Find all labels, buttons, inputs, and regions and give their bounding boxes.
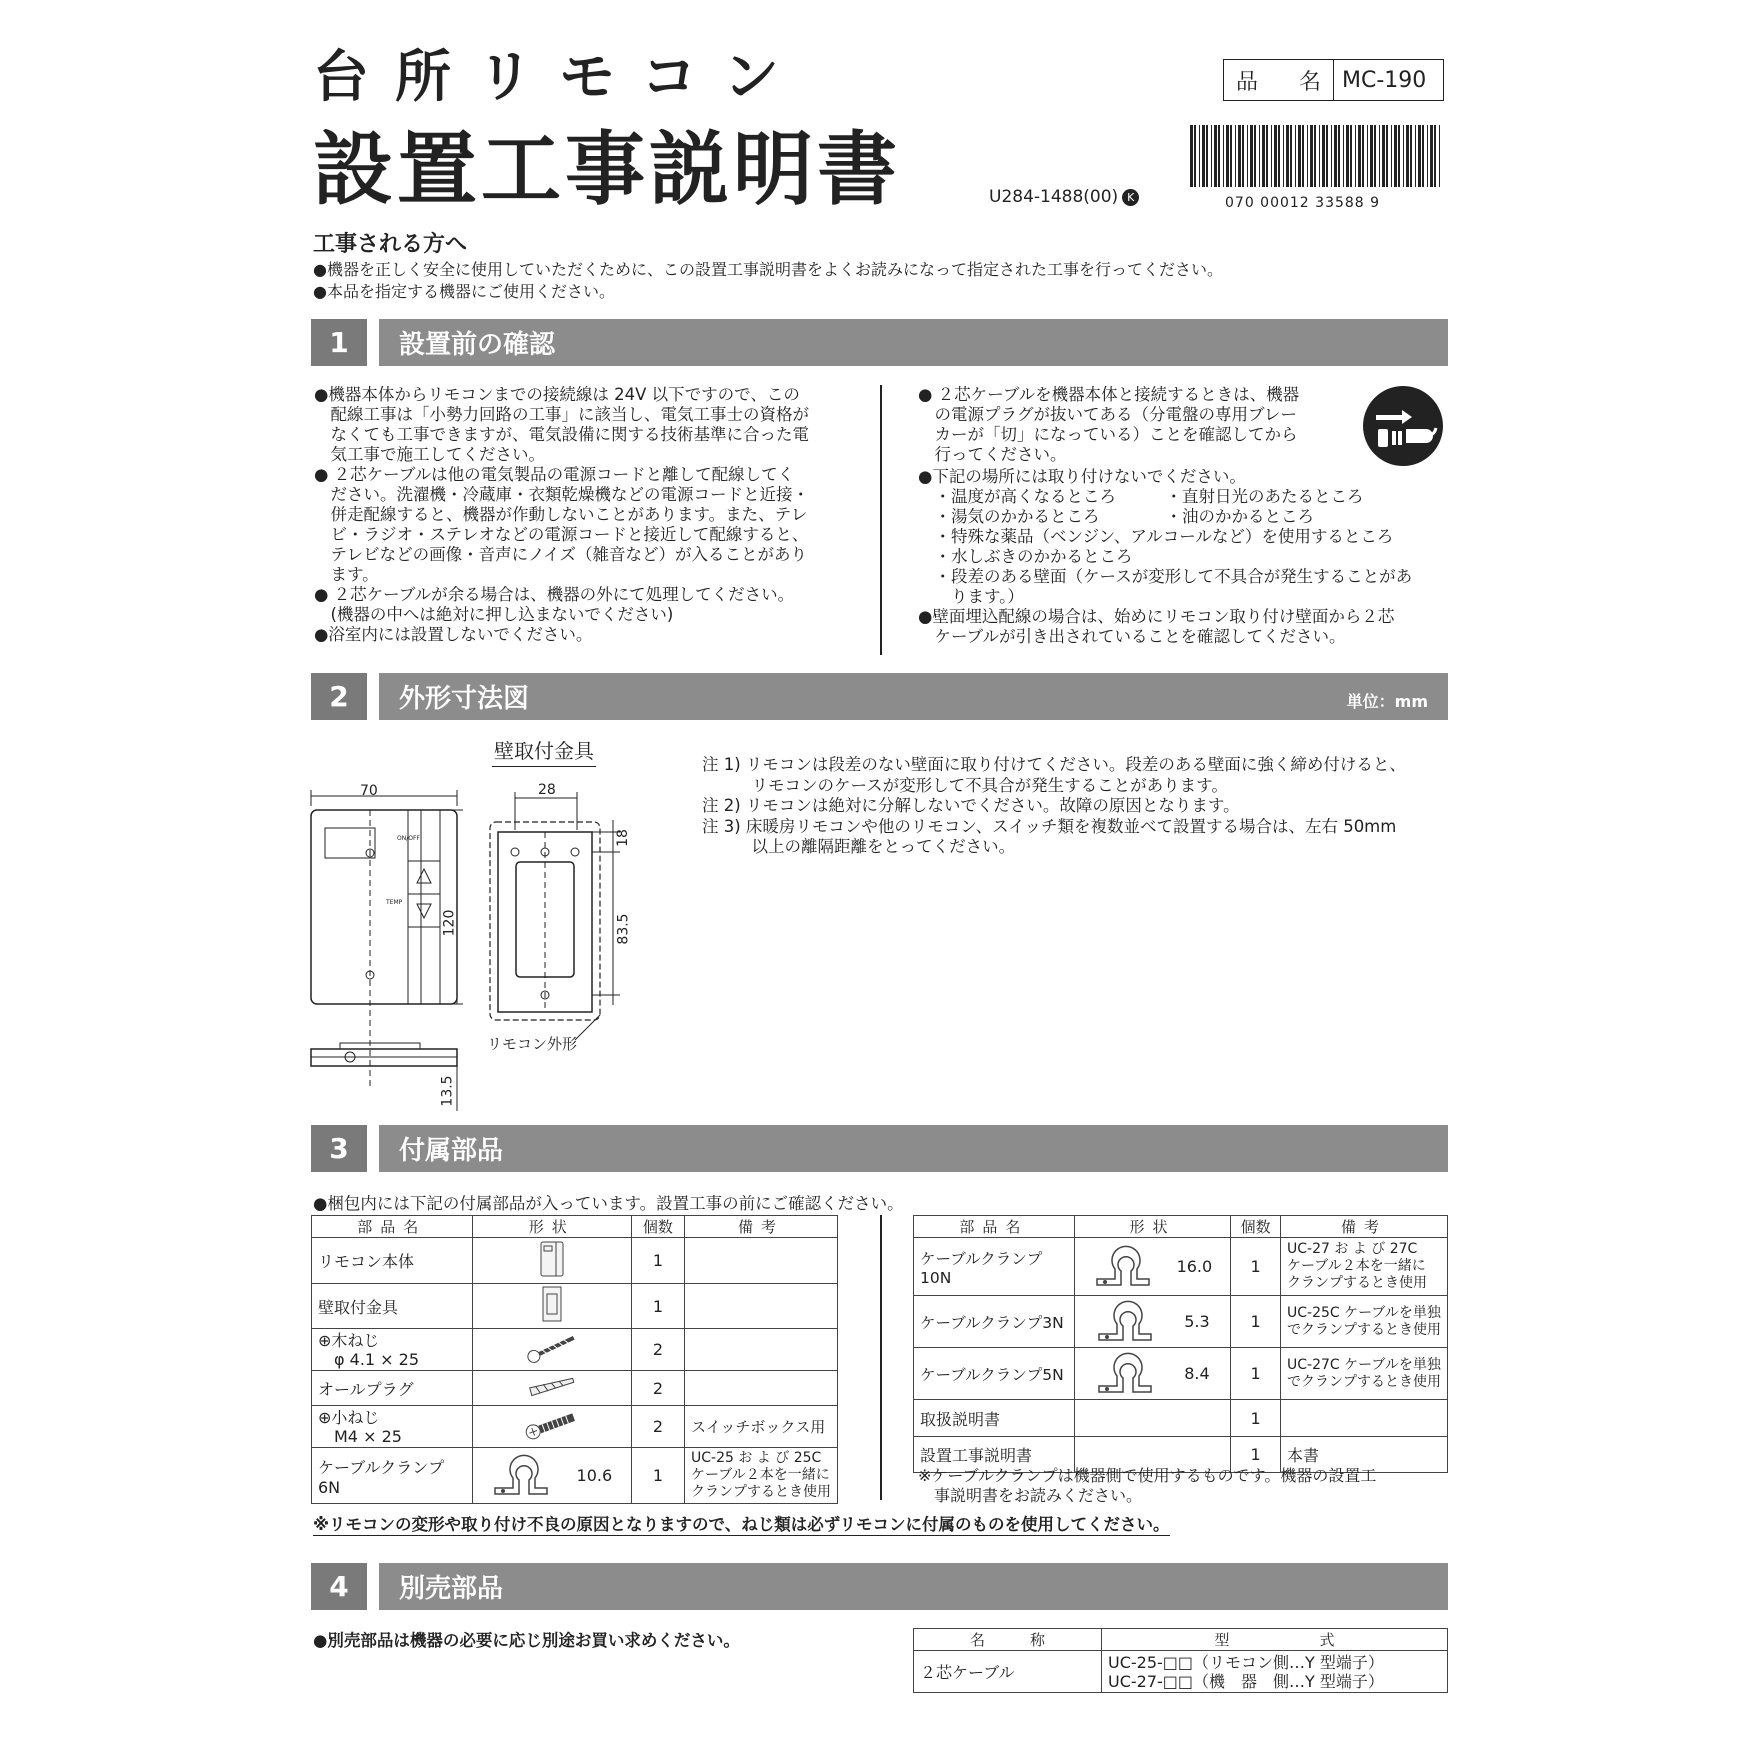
barcode-bar xyxy=(1394,125,1397,187)
part-shape xyxy=(472,1329,631,1371)
part-name: 取扱説明書 xyxy=(914,1400,1075,1437)
barcode-bar xyxy=(1319,125,1320,187)
part-shape xyxy=(472,1371,631,1406)
divider xyxy=(880,385,882,655)
bracket-drawing xyxy=(480,780,630,1055)
part-shape xyxy=(472,1448,631,1504)
barcode-bar xyxy=(1406,125,1409,187)
barcode-bar xyxy=(1386,125,1388,187)
barcode-bar xyxy=(1206,125,1208,187)
dim-18: 18 xyxy=(614,829,631,847)
col-header: 形状 xyxy=(1074,1216,1230,1238)
barcode-bar xyxy=(1262,125,1265,187)
part-qty: 1 xyxy=(1231,1348,1281,1400)
part-shape xyxy=(472,1284,631,1329)
barcode-bar xyxy=(1271,125,1272,187)
table-row xyxy=(312,1371,838,1406)
barcode-number: 070 00012 33588 9 xyxy=(1225,195,1381,211)
barcode-bar xyxy=(1218,125,1220,187)
part-name: 設置工事説明書 xyxy=(914,1437,1075,1473)
barcode-bar xyxy=(1278,125,1280,187)
barcode-bar xyxy=(1307,125,1308,187)
table-row xyxy=(914,1296,1448,1348)
section-title: 付属部品 xyxy=(399,1136,504,1166)
table-row xyxy=(914,1651,1448,1693)
remocon-outline-label: リモコン外形 xyxy=(487,1035,578,1053)
clamp-size: 5.3 xyxy=(1184,1312,1210,1331)
part-name: 壁取付金具 xyxy=(312,1284,473,1329)
barcode-bar xyxy=(1427,125,1428,187)
k-mark-icon: K xyxy=(1122,189,1139,206)
barcode-bar xyxy=(1430,125,1433,187)
barcode-bar xyxy=(1370,125,1373,187)
cable-clamp-icon xyxy=(491,1454,551,1498)
part-note: スイッチボックス用 xyxy=(685,1406,838,1448)
barcode-bar xyxy=(1230,125,1232,187)
dim-70: 70 xyxy=(360,783,378,799)
dim-83-5: 83.5 xyxy=(615,913,632,945)
table-row xyxy=(312,1406,838,1448)
table-row xyxy=(914,1400,1448,1437)
machine-screw-icon xyxy=(522,1410,582,1440)
barcode-bar xyxy=(1298,125,1301,187)
part-qty: 2 xyxy=(631,1406,684,1448)
part-qty: 1 xyxy=(631,1238,684,1284)
unit-label: 単位：mm xyxy=(1346,692,1428,711)
barcode-bar xyxy=(1362,125,1364,187)
barcode-bar xyxy=(1214,125,1217,187)
barcode-bar xyxy=(1355,125,1356,187)
section-title: 設置前の確認 xyxy=(399,330,556,360)
barcode-bar xyxy=(1331,125,1332,187)
part-name: ケーブルクランプ6N xyxy=(312,1448,473,1504)
barcode-bar xyxy=(1374,125,1376,187)
barcode-bar xyxy=(1398,125,1400,187)
barcode-bar xyxy=(1266,125,1268,187)
s1-right-top-text: ● ２芯ケーブルを機器本体と接続するときは、機器 の電源プラグが抜いてある（分電盤の専用ブレー カーが「切」になっている）ことを確認してから 行ってください。 xyxy=(918,385,1300,464)
part-shape xyxy=(1074,1296,1230,1348)
barcode-bar xyxy=(1379,125,1380,187)
s4-lead: ●別売部品は機器の必要に応じ別途お買い求めください。 xyxy=(313,1631,740,1650)
optional-parts-table xyxy=(913,1628,1448,1693)
part-shape xyxy=(1074,1348,1230,1400)
wood-screw-icon xyxy=(522,1333,582,1363)
doc-code xyxy=(989,187,1139,207)
barcode-bar xyxy=(1403,125,1404,187)
barcode-bar xyxy=(1250,125,1253,187)
table-row xyxy=(312,1284,838,1329)
barcode-bar xyxy=(1247,125,1248,187)
part-note xyxy=(685,1371,838,1406)
dim-120: 120 xyxy=(441,909,458,937)
barcode-bar xyxy=(1235,125,1236,187)
intro-title: 工事される方へ xyxy=(313,232,468,257)
section-header-1 xyxy=(311,319,1448,366)
clamp-note: ※ケーブルクランプは機器側で使用するものです。機器の設置工 事説明書をお読みください。 xyxy=(918,1466,1377,1505)
unplug-icon xyxy=(1362,385,1444,467)
clamp-size: 16.0 xyxy=(1176,1257,1213,1276)
col-header: 形状 xyxy=(472,1216,631,1238)
barcode-bar xyxy=(1382,125,1385,187)
part-shape xyxy=(1074,1238,1230,1296)
barcode-bar xyxy=(1410,125,1412,187)
table-row xyxy=(312,1329,838,1371)
optional-part-name: ２芯ケーブル xyxy=(914,1651,1102,1693)
table-row xyxy=(914,1238,1448,1296)
barcode-bar xyxy=(1226,125,1229,187)
table-row xyxy=(312,1448,838,1504)
barcode-bar xyxy=(1310,125,1313,187)
part-name: ケーブルクランプ5N xyxy=(914,1348,1075,1400)
page-title: 設置工事説明書 xyxy=(313,123,901,216)
s3-lead: ●梱包内には下記の付属部品が入っています。設置工事の前にご確認ください。 xyxy=(313,1194,904,1213)
section-number: 2 xyxy=(311,673,367,720)
section-number: 1 xyxy=(311,319,367,366)
intro-line: ●本品を指定する機器にご使用ください。 xyxy=(313,282,615,301)
col-header: 部品名 xyxy=(312,1216,473,1238)
cable-clamp-icon xyxy=(1095,1300,1155,1344)
dim-13-5: 13.5 xyxy=(439,1075,456,1107)
clamp-size: 8.4 xyxy=(1184,1364,1210,1383)
part-qty: 1 xyxy=(1231,1437,1281,1473)
part-qty: 1 xyxy=(1231,1400,1281,1437)
part-note xyxy=(685,1284,838,1329)
barcode-bar xyxy=(1346,125,1349,187)
barcode-bar xyxy=(1202,125,1205,187)
model-label xyxy=(1224,60,1334,100)
col-header: 型 式 xyxy=(1102,1629,1448,1651)
barcode-bar xyxy=(1254,125,1256,187)
col-header: 備考 xyxy=(685,1216,838,1238)
part-note: UC-27C ケーブルを単独 でクランプするとき使用 xyxy=(1281,1348,1448,1400)
part-note xyxy=(685,1238,838,1284)
col-header: 名 称 xyxy=(914,1629,1102,1651)
col-header: 個数 xyxy=(1231,1216,1281,1238)
part-name: ⊕小ねじ M4 × 25 xyxy=(312,1406,473,1448)
part-name: リモコン本体 xyxy=(312,1238,473,1284)
model-box xyxy=(1223,59,1444,101)
doc-code-text: U284-1488(00) xyxy=(989,187,1119,207)
barcode-bar xyxy=(1334,125,1337,187)
part-note xyxy=(685,1329,838,1371)
part-name: オールプラグ xyxy=(312,1371,473,1406)
barcode-bar xyxy=(1415,125,1416,187)
model-label-2: 名 xyxy=(1298,69,1321,95)
s2-notes: 注 1) リモコンは段差のない壁面に取り付けてください。段差のある壁面に強く締め付けると、 リモコンのケースが変形して不具合が発生することがあります。 注 2) リモコンは絶対に分解しないでください。故障の原因となります。 注 3) 床暖房リモコンや他のリモコン、スイッチ類を複数並べて設置する場合は、左右 50mm 以上の離隔距離をとってください。 xyxy=(702,755,1406,856)
barcode-bar xyxy=(1326,125,1328,187)
title-line1: 台所リモコン xyxy=(313,45,805,110)
col-header: 備考 xyxy=(1281,1216,1448,1238)
part-name: ケーブルクランプ10N xyxy=(914,1238,1075,1296)
intro-line: ●機器を正しく安全に使用していただくために、この設置工事説明書をよくお読みになって指定された工事を行ってください。 xyxy=(313,260,1223,279)
part-name: ⊕木ねじ φ 4.1 × 25 xyxy=(312,1329,473,1371)
col-header: 部品名 xyxy=(914,1216,1075,1238)
divider xyxy=(880,1215,882,1500)
cable-clamp-icon xyxy=(1093,1245,1153,1289)
barcode-icon xyxy=(1190,125,1446,187)
barcode-bar xyxy=(1439,125,1440,187)
barcode-bar xyxy=(1434,125,1436,187)
part-shape xyxy=(472,1406,631,1448)
temp-label: TEMP xyxy=(386,899,403,906)
section-header-3 xyxy=(311,1125,1448,1172)
part-qty: 1 xyxy=(631,1448,684,1504)
section-header-4 xyxy=(311,1563,1448,1610)
optional-part-type: UC-25-□□（リモコン側…Y 型端子） UC-27-□□（機 器 側…Y 型端子） xyxy=(1102,1651,1448,1693)
part-qty: 1 xyxy=(1231,1296,1281,1348)
barcode-bar xyxy=(1194,125,1196,187)
barcode-bar xyxy=(1238,125,1241,187)
remocon-drawing xyxy=(300,776,470,1116)
part-qty: 1 xyxy=(1231,1238,1281,1296)
barcode-bar xyxy=(1290,125,1292,187)
barcode-bar xyxy=(1350,125,1352,187)
s1-left-text: ●機器本体からリモコンまでの接続線は 24V 以下ですので、この 配線工事は「小勢力回路の工事」に該当し、電気工事士の資格が なくても工事できますが、電気設備に関する技術基準に合った電 気工事で施工してください。 ● ２芯ケーブルは他の電気製品の電源コードと離して配線してく ださい。洗濯機・冷蔵庫・衣類乾燥機などの電源コードと近接・ 併走配線すると、機器が作動しないことがあります。また、テレ ビ・ラジオ・ステレオなどの電源コードと接近して配線すると、 テレビなどの画像・音声にノイズ（雑音など）が入ることがあり ます。 ● ２芯ケーブルが余る場合は、機器の外にて処理してください。 (機器の中へは絶対に押し込まないでください) ●浴室内には設置しないでください。 xyxy=(314,385,809,644)
remocon-shape-icon xyxy=(539,1240,565,1278)
part-qty: 2 xyxy=(631,1371,684,1406)
barcode-bar xyxy=(1223,125,1224,187)
barcode-bar xyxy=(1286,125,1289,187)
barcode-bar xyxy=(1338,125,1340,187)
section-number: 4 xyxy=(311,1563,367,1610)
part-note: UC-27 お よ び 27C ケーブル２本を一緒に クランプするとき使用 xyxy=(1281,1238,1448,1296)
barcode-bar xyxy=(1314,125,1316,187)
barcode-bar xyxy=(1367,125,1368,187)
barcode-bar xyxy=(1358,125,1361,187)
bracket-label: 壁取付金具 xyxy=(492,735,596,767)
cable-clamp-icon xyxy=(1095,1352,1155,1396)
part-note: 本書 xyxy=(1281,1437,1448,1473)
part-note xyxy=(1281,1400,1448,1437)
barcode-bar xyxy=(1199,125,1200,187)
onoff-label: ON/OFF xyxy=(397,835,420,842)
barcode-bar xyxy=(1302,125,1304,187)
part-name: ケーブルクランプ3N xyxy=(914,1296,1075,1348)
barcode-bar xyxy=(1211,125,1212,187)
section-title: 別売部品 xyxy=(399,1574,504,1604)
dim-28: 28 xyxy=(538,782,556,798)
table-row xyxy=(914,1348,1448,1400)
parts-table-right xyxy=(913,1215,1448,1473)
model-value: MC-190 xyxy=(1342,67,1427,93)
barcode-bar xyxy=(1391,125,1392,187)
barcode-bar xyxy=(1274,125,1277,187)
part-qty: 1 xyxy=(631,1284,684,1329)
screw-warning: ※リモコンの変形や取り付け不良の原因となりますので、ねじ類は必ずリモコンに付属のものを使用してください。 xyxy=(313,1511,1170,1536)
section-title: 外形寸法図 xyxy=(399,684,530,714)
section-number: 3 xyxy=(311,1125,367,1172)
part-note: UC-25C ケーブルを単独 でクランプするとき使用 xyxy=(1281,1296,1448,1348)
col-header: 個数 xyxy=(631,1216,684,1238)
part-shape xyxy=(1074,1400,1230,1437)
parts-table-left xyxy=(311,1215,838,1504)
table-row xyxy=(312,1238,838,1284)
part-shape xyxy=(472,1238,631,1284)
barcode-bar xyxy=(1418,125,1421,187)
part-qty: 2 xyxy=(631,1329,684,1371)
barcode-bar xyxy=(1322,125,1325,187)
barcode-bar xyxy=(1422,125,1424,187)
barcode-bar xyxy=(1283,125,1284,187)
barcode-bar xyxy=(1343,125,1344,187)
wall-plug-icon xyxy=(522,1374,582,1398)
barcode-bar xyxy=(1259,125,1260,187)
barcode-bar xyxy=(1190,125,1193,187)
s1-right-bottom-text: ●下記の場所には取り付けないでください。 ・温度が高くなるところ ・直射日光のあたるところ ・湯気のかかるところ ・油のかかるところ ・特殊な薬品（ベンジン、アルコールなど）を使用するところ ・水しぶきのかかるところ ・段差のある壁面（ケースが変形して不具合が発生することがあ ります。） ●壁面埋込配線の場合は、始めにリモコン取り付け壁面から２芯 ケーブルが引き出されていることを確認してください。 xyxy=(918,467,1413,646)
bracket-shape-icon xyxy=(540,1285,564,1323)
part-note: UC-25 お よ び 25C ケーブル２本を一緒に クランプするとき使用 xyxy=(685,1448,838,1504)
barcode-bar xyxy=(1295,125,1296,187)
clamp-size: 10.6 xyxy=(576,1466,613,1485)
section-header-2 xyxy=(311,673,1448,720)
barcode-bar xyxy=(1242,125,1244,187)
model-label-1: 品 xyxy=(1236,69,1259,95)
